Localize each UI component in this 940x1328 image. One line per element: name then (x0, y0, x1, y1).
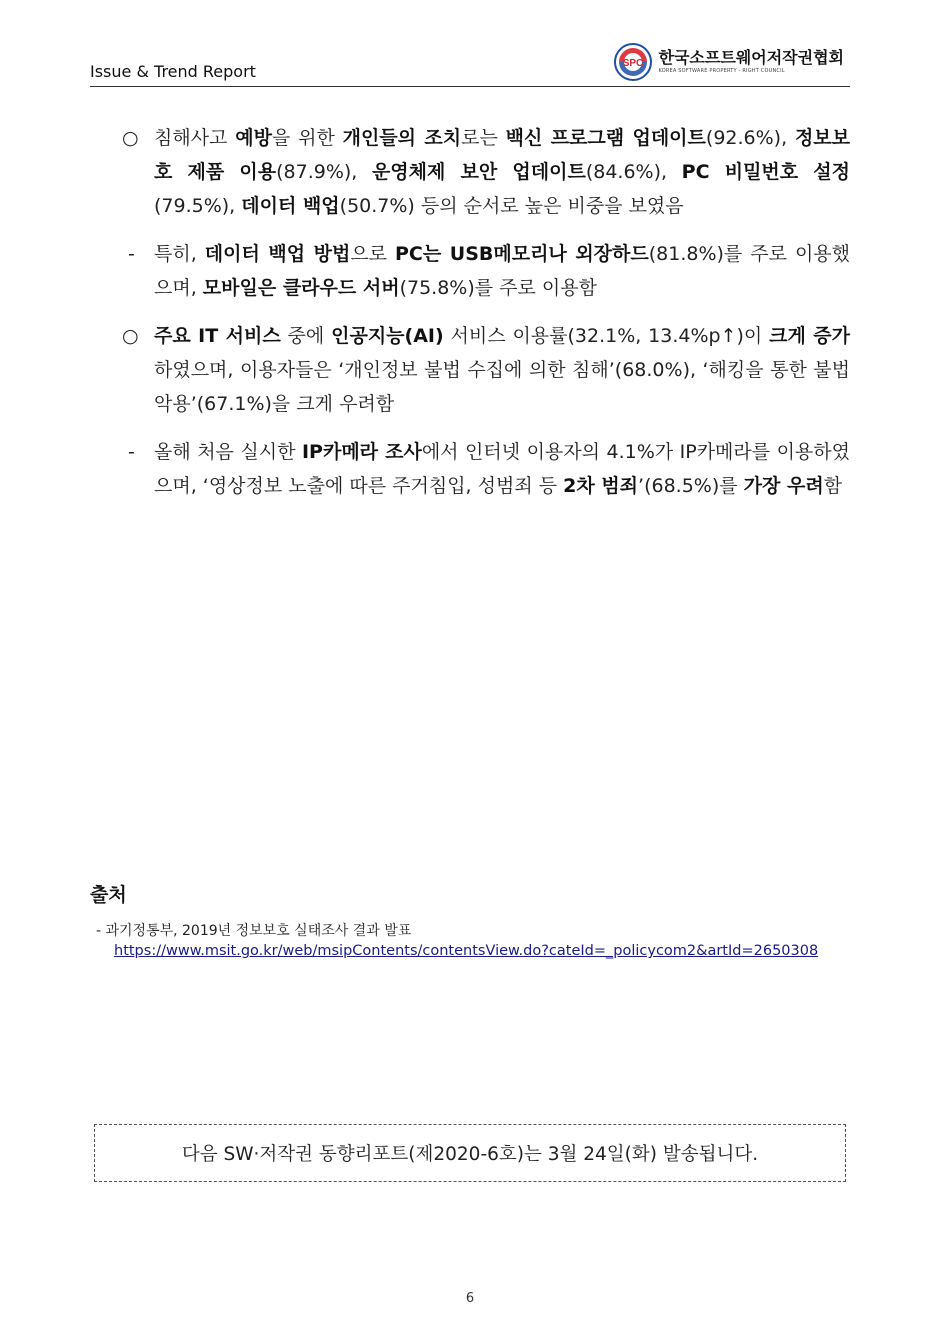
paragraph-ai-services (122, 319, 850, 421)
page-header (90, 40, 850, 87)
spc-logo-icon (613, 42, 653, 82)
paragraph-text: 올해 처음 실시한 IP카메라 조사에서 인터넷 이용자의 4.1%가 IP카메라를 이용하였으며, ‘영상정보 노출에 따른 주거침입, 성범죄 등 2차 범죄’(68.5%)를 가장 우려함 (154, 441, 850, 497)
paragraph-prevention (122, 121, 850, 223)
logo-subtitle: KOREA SOFTWARE PROPERTY - RIGHT COUNCIL (658, 68, 785, 74)
paragraph-text: 특히, 데이터 백업 방법으로 PC는 USB메모리나 외장하드(81.8%)를 주로 이용했으며, 모바일은 클라우드 서버(75.8%)를 주로 이용함 (154, 243, 851, 299)
association-logo (613, 42, 844, 82)
logo-mark-text: SPC (622, 58, 643, 69)
paragraph-text: 침해사고 예방을 위한 개인들의 조치로는 백신 프로그램 업데이트(92.6%), 정보보호 제품 이용(87.9%), 운영체제 보안 업데이트(84.6%), PC 비밀번호 설정(79.5%), 데이터 백업(50.7%) 등의 순서로 높은 비중을 보였음 (154, 127, 851, 217)
report-body (122, 121, 850, 517)
source-heading: 출처 (90, 884, 127, 906)
dash-bullet: - (128, 243, 135, 265)
dash-bullet: - (128, 441, 135, 463)
source-citation: - 과기정통부, 2019년 정보보호 실태조사 결과 발표 (96, 923, 412, 939)
page-number: 6 (465, 1291, 475, 1306)
notice-text: 다음 SW·저작권 동향리포트(제2020-6호)는 3월 24일(화) 발송됩니다. (181, 1144, 759, 1165)
circle-bullet: ○ (122, 325, 139, 347)
logo-name: 한국소프트웨어저작권협회 (658, 48, 844, 67)
paragraph-text: 주요 IT 서비스 중에 인공지능(AI) 서비스 이용률(32.1%, 13.4%p↑)이 크게 증가하였으며, 이용자들은 ‘개인정보 불법 수집에 의한 침해’(68.0%), ‘해킹을 통한 불법 악용’(67.1%)을 크게 우려함 (154, 325, 851, 415)
report-title: Issue & Trend Report (90, 62, 256, 81)
paragraph-ip-camera (128, 435, 850, 503)
source-section (90, 880, 850, 959)
paragraph-backup (128, 237, 850, 305)
logo-text (659, 50, 844, 74)
next-issue-notice (94, 1124, 846, 1182)
source-link[interactable]: https://www.msit.go.kr/web/msipContents/contentsView.do?cateId=_policycom2&artId=2650308 (114, 943, 819, 959)
circle-bullet: ○ (122, 127, 139, 149)
